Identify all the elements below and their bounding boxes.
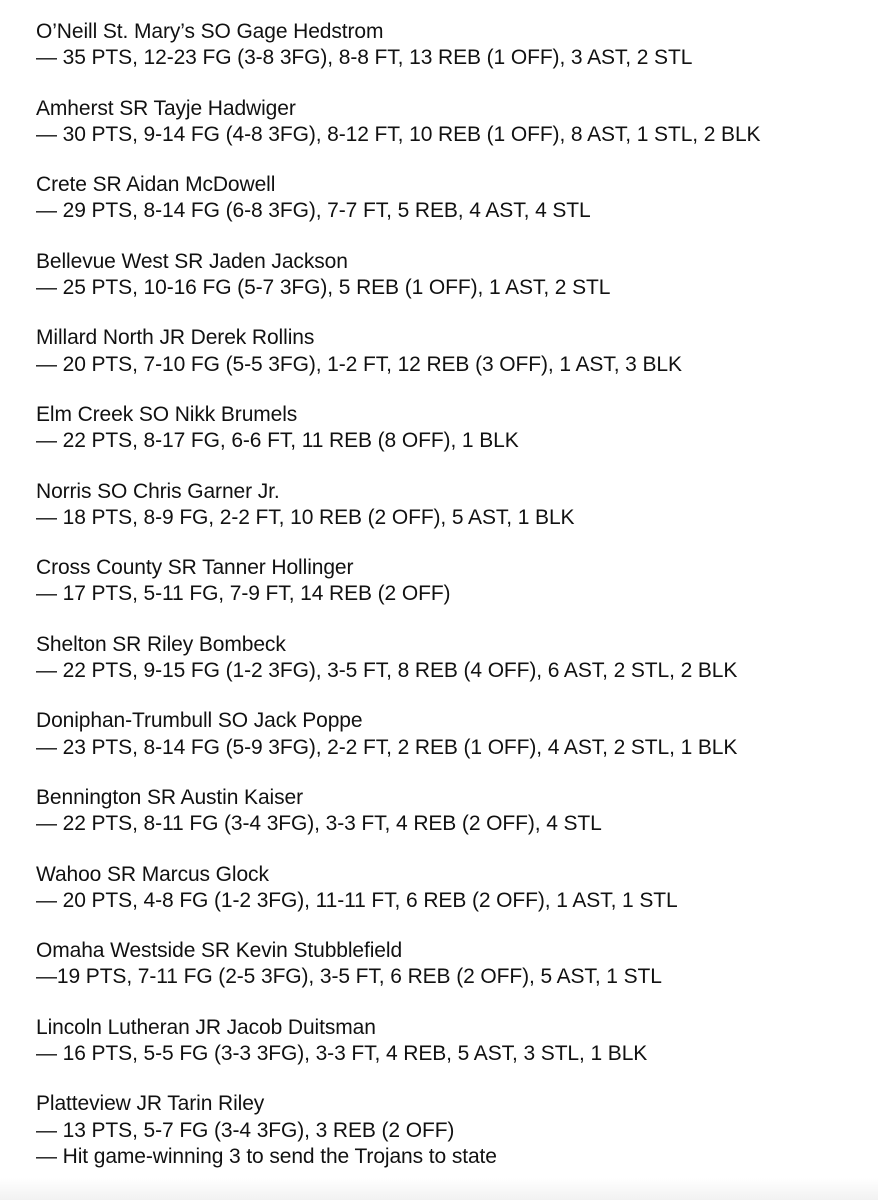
- player-header: Cross County SR Tanner Hollinger: [36, 556, 354, 580]
- player-stat-line: —19 PTS, 7-11 FG (2-5 3FG), 3-5 FT, 6 REB (2 OFF), 5 AST, 1 STL: [36, 965, 662, 989]
- player-entry: [36, 708, 870, 760]
- player-header: Norris SO Chris Garner Jr.: [36, 479, 280, 503]
- player-entry: [36, 479, 870, 531]
- player-stat-line: — 25 PTS, 10-16 FG (5-7 3FG), 5 REB (1 OFF), 1 AST, 2 STL: [36, 275, 611, 299]
- player-header: Platteview JR Tarin Riley: [36, 1092, 265, 1116]
- player-entry: [36, 325, 870, 377]
- player-stat-line: — 22 PTS, 8-17 FG, 6-6 FT, 11 REB (8 OFF), 1 BLK: [36, 429, 519, 453]
- player-header: Doniphan-Trumbull SO Jack Poppe: [36, 709, 363, 733]
- player-header: Amherst SR Tayje Hadwiger: [36, 96, 296, 120]
- player-header: Shelton SR Riley Bombeck: [36, 632, 286, 656]
- player-header: Millard North JR Derek Rollins: [36, 326, 315, 350]
- player-stat-line: — 18 PTS, 8-9 FG, 2-2 FT, 10 REB (2 OFF), 5 AST, 1 BLK: [36, 505, 575, 529]
- player-stat-line: — 30 PTS, 9-14 FG (4-8 3FG), 8-12 FT, 10 REB (1 OFF), 8 AST, 1 STL, 2 BLK: [36, 122, 761, 146]
- player-entry: [36, 172, 870, 224]
- player-header: Lincoln Lutheran JR Jacob Duitsman: [36, 1015, 376, 1039]
- player-header: O’Neill St. Mary’s SO Gage Hedstrom: [36, 20, 384, 43]
- player-stat-line: — 17 PTS, 5-11 FG, 7-9 FT, 14 REB (2 OFF): [36, 582, 451, 606]
- player-header: Elm Creek SO Nikk Brumels: [36, 402, 298, 426]
- player-stat-line: — 35 PTS, 12-23 FG (3-8 3FG), 8-8 FT, 13 REB (1 OFF), 3 AST, 2 STL: [36, 46, 693, 70]
- player-entry: [36, 402, 870, 454]
- player-entry: [36, 1015, 870, 1067]
- player-stat-line: — 13 PTS, 5-7 FG (3-4 3FG), 3 REB (2 OFF): [36, 1118, 455, 1142]
- player-entry: [36, 785, 870, 837]
- player-header: Crete SR Aidan McDowell: [36, 173, 276, 197]
- player-entry: [36, 938, 870, 990]
- player-header: Bennington SR Austin Kaiser: [36, 785, 303, 809]
- player-header: Omaha Westside SR Kevin Stubblefield: [36, 939, 403, 963]
- player-stat-line: — 16 PTS, 5-5 FG (3-3 3FG), 3-3 FT, 4 REB, 5 AST, 3 STL, 1 BLK: [36, 1041, 648, 1065]
- player-stat-line: — 20 PTS, 7-10 FG (5-5 3FG), 1-2 FT, 12 REB (3 OFF), 1 AST, 3 BLK: [36, 352, 682, 376]
- player-stat-line: — 29 PTS, 8-14 FG (6-8 3FG), 7-7 FT, 5 REB, 4 AST, 4 STL: [36, 199, 591, 223]
- player-entry: [36, 1091, 870, 1170]
- player-entry: [36, 249, 870, 301]
- player-stat-line: — 22 PTS, 8-11 FG (3-4 3FG), 3-3 FT, 4 REB (2 OFF), 4 STL: [36, 812, 602, 836]
- player-stats-list: [36, 19, 870, 1194]
- player-entry: [36, 19, 870, 71]
- player-entry: [36, 862, 870, 914]
- player-stat-line: — 22 PTS, 9-15 FG (1-2 3FG), 3-5 FT, 8 REB (4 OFF), 6 AST, 2 STL, 2 BLK: [36, 658, 738, 682]
- player-entry: [36, 632, 870, 684]
- player-entry: [36, 555, 870, 607]
- player-stat-line: — 23 PTS, 8-14 FG (5-9 3FG), 2-2 FT, 2 REB (1 OFF), 4 AST, 2 STL, 1 BLK: [36, 735, 738, 759]
- player-header: Wahoo SR Marcus Glock: [36, 862, 269, 886]
- bottom-edge-shade: [0, 1178, 878, 1200]
- player-entry: [36, 96, 870, 148]
- player-note-line: — Hit game-winning 3 to send the Trojans to state: [36, 1144, 497, 1168]
- player-stat-line: — 20 PTS, 4-8 FG (1-2 3FG), 11-11 FT, 6 REB (2 OFF), 1 AST, 1 STL: [36, 888, 678, 912]
- player-header: Bellevue West SR Jaden Jackson: [36, 249, 348, 273]
